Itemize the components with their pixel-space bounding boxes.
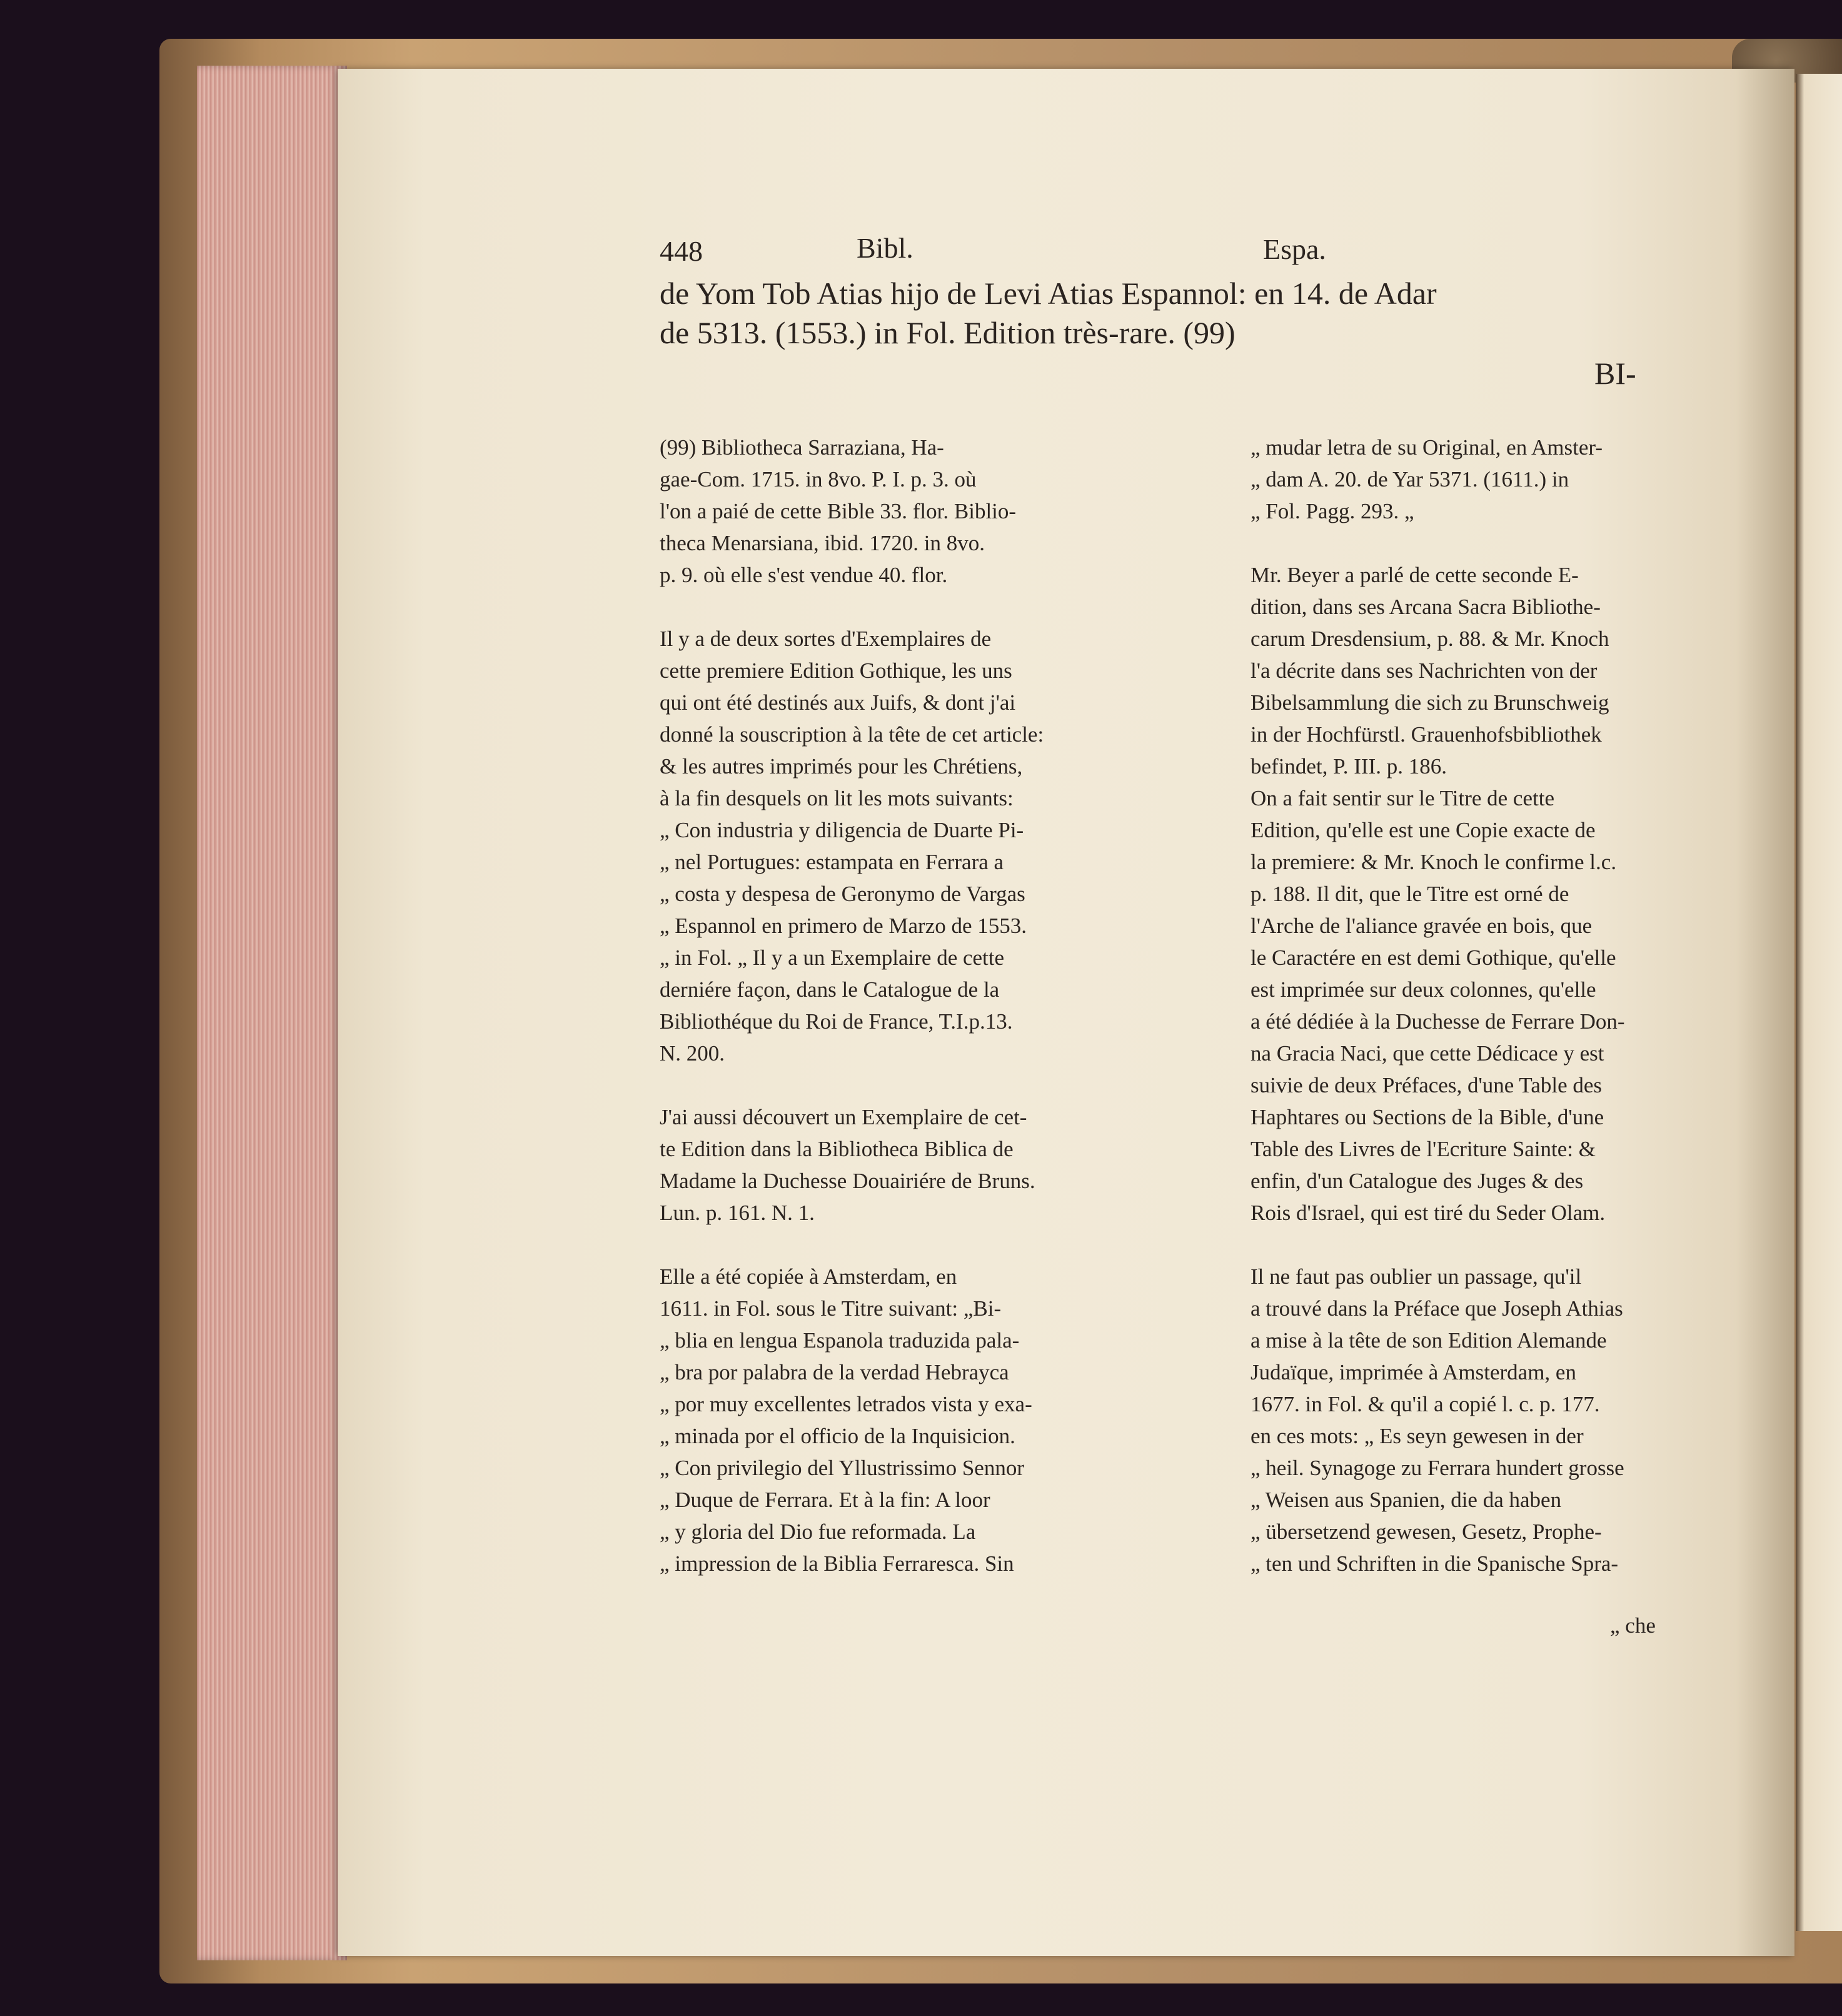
text-line: donné la souscription à la tête de cet article: [660, 722, 1044, 747]
text-line: suivie de deux Préfaces, d'une Table des [1251, 1073, 1603, 1097]
text-line: Bibelsammlung die sich zu Brunschweig [1251, 690, 1609, 715]
text-line: „ Con industria y diligencia de Duarte Pi- [660, 818, 1024, 842]
text-line: Lun. p. 161. N. 1. [660, 1201, 815, 1225]
text-line [660, 1229, 1044, 1261]
text-line: na Gracia Naci, que cette Dédicace y est [1251, 1041, 1604, 1066]
text-line: p. 9. où elle s'est vendue 40. flor. [660, 563, 948, 587]
text-line: le Caractére en est demi Gothique, qu'elle [1251, 945, 1616, 970]
text-line: & les autres imprimés pour les Chrétiens, [660, 754, 1023, 779]
text-line: „ ten und Schriften in die Spanische Spra- [1251, 1551, 1619, 1576]
text-line: qui ont été destinés aux Juifs, & dont j'ai [660, 690, 1016, 715]
text-line: p. 188. Il dit, que le Titre est orné de [1251, 882, 1569, 906]
text-line: theca Menarsiana, ibid. 1720. in 8vo. [660, 531, 985, 555]
text-line: 1611. in Fol. sous le Titre suivant: „Bi- [660, 1296, 1002, 1321]
text-line: befindet, P. III. p. 186. [1251, 754, 1447, 779]
text-line [1251, 1229, 1625, 1261]
text-line [660, 591, 1044, 623]
text-line: est imprimée sur deux colonnes, qu'elle [1251, 977, 1596, 1002]
text-line: „ Weisen aus Spanien, die da haben [1251, 1488, 1562, 1512]
text-line: Edition, qu'elle est une Copie exacte de [1251, 818, 1596, 842]
text-line: N. 200. [660, 1041, 725, 1066]
text-line: „ heil. Synagoge zu Ferrara hundert grosse [1251, 1456, 1624, 1480]
text-line: cette premiere Edition Gothique, les uns [660, 658, 1012, 683]
text-line: Madame la Duchesse Douairiére de Bruns. [660, 1169, 1035, 1193]
text-line: carum Dresdensium, p. 88. & Mr. Knoch [1251, 627, 1609, 651]
text-line: „ bra por palabra de la verdad Hebrayca [660, 1360, 1009, 1384]
text-line: „ nel Portugues: estampata en Ferrara a [660, 850, 1004, 874]
text-line: „ Fol. Pagg. 293. „ [1251, 499, 1414, 523]
text-line: „ Espannol en primero de Marzo de 1553. [660, 914, 1027, 938]
text-line: „ por muy excellentes letrados vista y exa- [660, 1392, 1032, 1416]
text-line [1251, 527, 1625, 559]
running-title-left: Bibl. [857, 232, 913, 264]
text-line: J'ai aussi découvert un Exemplaire de cet- [660, 1105, 1027, 1129]
text-line: „ costa y despesa de Geronymo de Vargas [660, 882, 1025, 906]
text-line: l'Arche de l'aliance gravée en bois, que [1251, 914, 1593, 938]
text-line: „ y gloria del Dio fue reformada. La [660, 1520, 976, 1544]
text-line: in der Hochfürstl. Grauenhofsbibliothek [1251, 722, 1602, 747]
text-line: „ impression de la Biblia Ferraresca. Sin [660, 1551, 1014, 1576]
text-line: l'on a paié de cette Bible 33. flor. Biblio- [660, 499, 1017, 523]
text-line: a été dédiée à la Duchesse de Ferrare Don- [1251, 1009, 1625, 1034]
running-title-right: Espa. [1263, 233, 1326, 265]
text-line: Elle a été copiée à Amsterdam, en [660, 1264, 957, 1289]
text-line: Il y a de deux sortes d'Exemplaires de [660, 627, 992, 651]
text-line: „ übersetzend gewesen, Gesetz, Prophe- [1251, 1520, 1602, 1544]
text-line: On a fait sentir sur le Titre de cette [1251, 786, 1554, 810]
book-page [338, 69, 1794, 1956]
text-line: Judaïque, imprimée à Amsterdam, en [1251, 1360, 1576, 1384]
text-line: „ in Fol. „ Il y a un Exemplaire de cette [660, 945, 1005, 970]
right-catchword: „ che [1610, 1613, 1656, 1638]
text-line: dition, dans ses Arcana Sacra Bibliothe- [1251, 595, 1601, 619]
catchword: BI- [1594, 356, 1636, 391]
facing-page-edge [1796, 74, 1842, 1931]
text-line: „ blia en lengua Espanola traduzida pala- [660, 1328, 1020, 1353]
text-line: Table des Livres de l'Ecriture Sainte: & [1251, 1137, 1596, 1161]
text-line: „ mudar letra de su Original, en Amster- [1251, 435, 1603, 460]
text-line: a mise à la tête de son Edition Alemande [1251, 1328, 1607, 1353]
text-line: Il ne faut pas oublier un passage, qu'il [1251, 1264, 1582, 1289]
text-line: à la fin desquels on lit les mots suivants: [660, 786, 1014, 810]
text-line: enfin, d'un Catalogue des Juges & des [1251, 1169, 1584, 1193]
text-line: la premiere: & Mr. Knoch le confirme l.c. [1251, 850, 1617, 874]
text-line: te Edition dans la Bibliotheca Biblica de [660, 1137, 1014, 1161]
top-line-2: de 5313. (1553.) in Fol. Edition très-rare. (99) [660, 315, 1236, 350]
text-line: (99) Bibliotheca Sarraziana, Ha- [660, 435, 944, 460]
text-line: „ Duque de Ferrara. Et à la fin: A loor [660, 1488, 990, 1512]
page-number: 448 [660, 235, 703, 267]
text-line: 1677. in Fol. & qu'il a copié l. c. p. 177. [1251, 1392, 1600, 1416]
right-column-lines [1251, 431, 1625, 1580]
text-line: a trouvé dans la Préface que Joseph Athias [1251, 1296, 1623, 1321]
text-line: Bibliothéque du Roi de France, T.I.p.13. [660, 1009, 1013, 1034]
top-line-1: de Yom Tob Atias hijo de Levi Atias Espannol: en 14. de Adar [660, 276, 1437, 311]
text-line: gae-Com. 1715. in 8vo. P. I. p. 3. où [660, 467, 977, 491]
text-line: „ dam A. 20. de Yar 5371. (1611.) in [1251, 467, 1569, 491]
text-line: Mr. Beyer a parlé de cette seconde E- [1251, 563, 1579, 587]
text-line: „ minada por el officio de la Inquisicion. [660, 1424, 1015, 1448]
page-edges [197, 66, 347, 1960]
text-line: l'a décrite dans ses Nachrichten von der [1251, 658, 1598, 683]
text-line: en ces mots: „ Es seyn gewesen in der [1251, 1424, 1584, 1448]
text-line: Rois d'Israel, qui est tiré du Seder Olam. [1251, 1201, 1606, 1225]
left-column-lines [660, 431, 1044, 1580]
text-line: Haphtares ou Sections de la Bible, d'une [1251, 1105, 1604, 1129]
text-line: „ Con privilegio del Yllustrissimo Sennor [660, 1456, 1024, 1480]
text-line: derniére façon, dans le Catalogue de la [660, 977, 1000, 1002]
text-line [660, 1069, 1044, 1101]
